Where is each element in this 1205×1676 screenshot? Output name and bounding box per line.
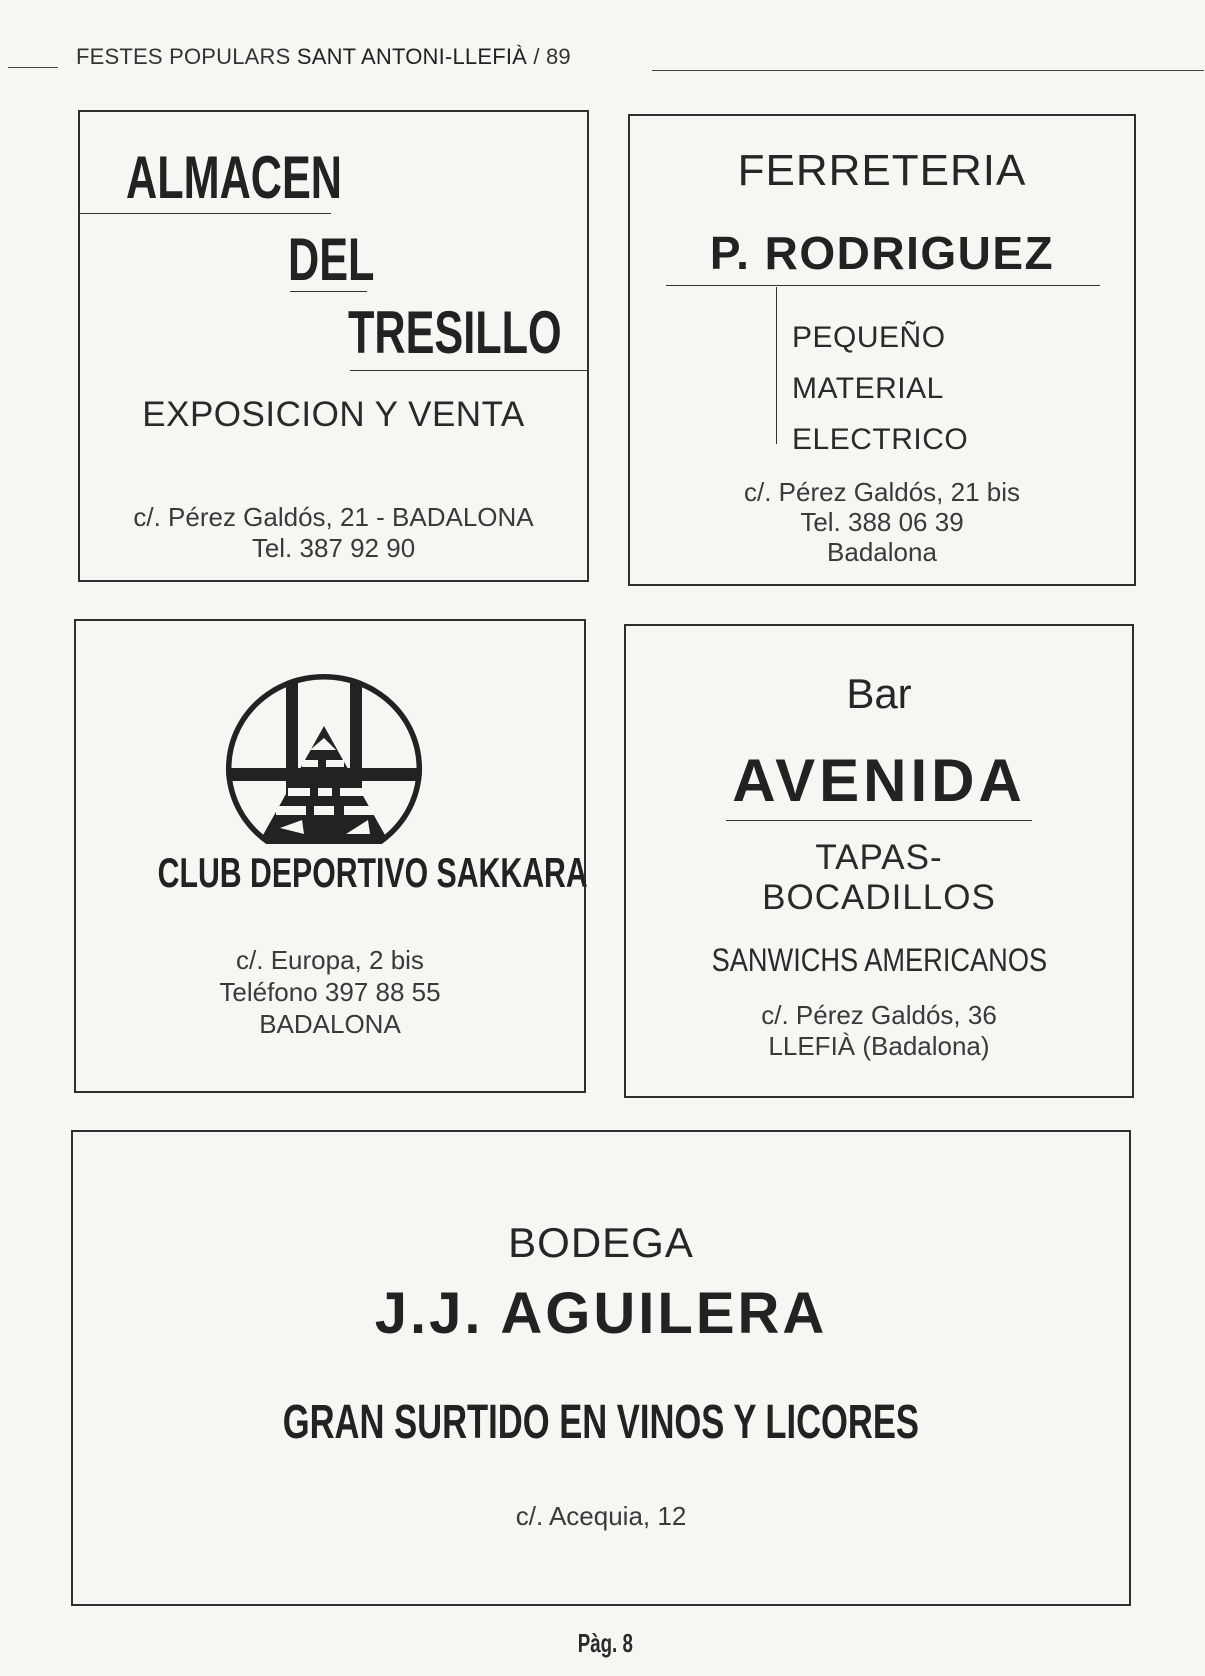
ad3-phone: Teléfono 397 88 55 [219,977,441,1007]
ad5-kind: BODEGA [508,1219,694,1266]
ad2-city: Badalona [827,537,937,567]
ad4-address: c/. Pérez Galdós, 36 [761,1000,997,1030]
ad2-item: ELECTRICO [792,423,969,456]
ad1-rule-1 [78,213,331,214]
ad5-name: J.J. AGUILERA [374,1281,828,1346]
ad3-contact [74,944,586,1040]
ad3-club-name: CLUB DEPORTIVO SAKKARA [157,849,588,896]
ad1-rule-3 [350,370,589,371]
ad2-name: P. RODRIGUEZ [709,227,1055,279]
header-dash [8,67,58,68]
ad2-divider [776,287,777,444]
ad4-menu [624,838,1134,918]
ad1-word-almacen: ALMACEN [126,144,342,211]
ad4-menu-line: TAPAS- [815,838,943,877]
ad5-address: c/. Acequia, 12 [515,1501,687,1531]
ad4-city: LLEFIÀ (Badalona) [768,1031,990,1061]
ad3-address: c/. Europa, 2 bis [236,945,424,975]
ad2-phone: Tel. 388 06 39 [800,507,964,537]
ad1-address: c/. Pérez Galdós, 21 - BADALONA [133,502,534,532]
ad4-name: AVENIDA [732,747,1026,814]
ad4-contact [624,1000,1134,1062]
ad1-word-tresillo: TRESILLO [348,299,562,366]
header-rule [652,70,1204,71]
ad3-city: BADALONA [259,1009,401,1039]
ad2-item: MATERIAL [792,372,944,405]
ad4-rule [726,820,1032,821]
ad1-word-del: DEL [288,226,375,293]
ad2-contact [628,477,1136,567]
ad-bodega-aguilera [71,1130,1131,1606]
ad4-specialty: SANWICHS AMERICANOS [711,942,1047,978]
ad1-phone: Tel. 387 92 90 [251,533,416,563]
page-number: Pàg. 8 [577,1628,633,1658]
ad2-address: c/. Pérez Galdós, 21 bis [743,477,1021,507]
ad2-rule [666,285,1100,286]
running-header [76,44,571,70]
sakkara-pyramid-logo-icon [218,668,430,849]
ad1-tagline: EXPOSICION Y VENTA [142,395,525,434]
ad1-rule-2 [290,291,367,292]
header-issue: / 89 [533,44,571,69]
ad5-slogan: GRAN SURTIDO EN VINOS Y LICORES [282,1396,920,1449]
ad2-item: PEQUEÑO [792,321,946,354]
ad2-kind: FERRETERIA [737,146,1027,195]
ad4-kind: Bar [846,670,912,717]
header-prefix: FESTES POPULARS [76,44,291,69]
ad1-contact [78,502,589,564]
ad2-item-list [792,312,968,465]
ad4-menu-line: BOCADILLOS [762,878,996,917]
header-place: SANT ANTONI-LLEFIÀ [296,44,528,69]
